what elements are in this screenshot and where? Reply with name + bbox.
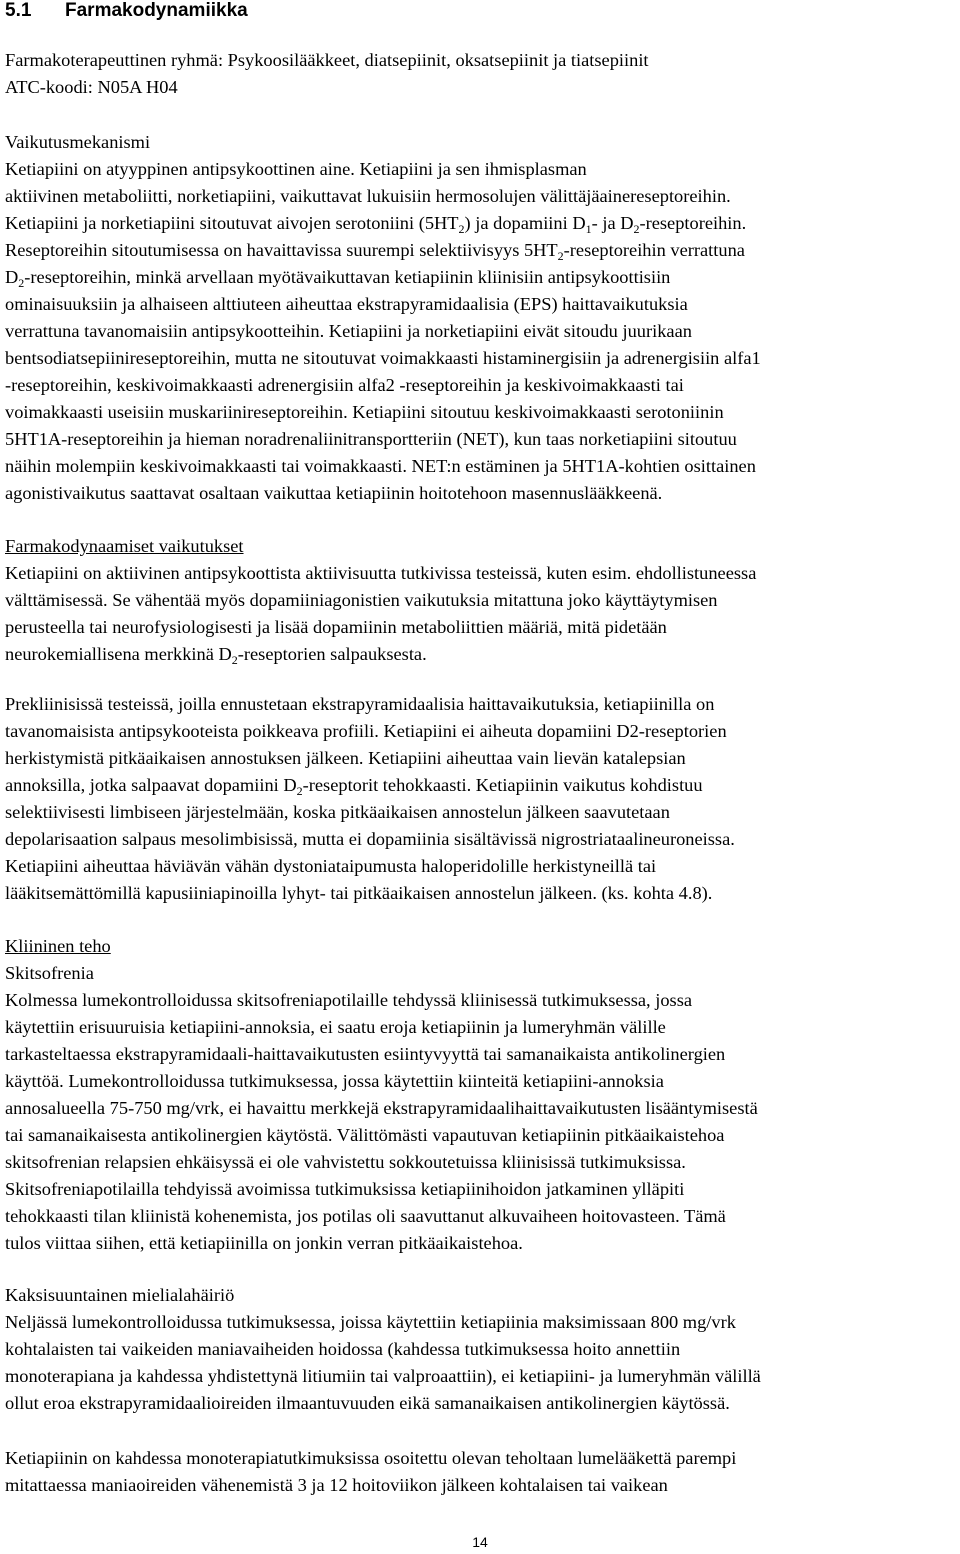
section-heading xyxy=(5,0,248,22)
therapeutic-group: Farmakoterapeuttinen ryhmä: Psykoosilääkkeet, diatsepiinit, oksatsepiinit ja tiatsepiinit xyxy=(5,50,649,70)
preclinical-line: herkistymistä pitkäaikaisen annostuksen jälkeen. Ketiapiini aiheuttaa vain lievän katalepsian xyxy=(5,748,686,768)
preclinical-line: Ketiapiini aiheuttaa häviävän vähän dystoniataipumusta haloperidolille herkistyneillä tai xyxy=(5,856,657,876)
bipolar-line: ollut eroa ekstrapyramidaalioireiden ilmaantuvuuden eikä samanaikaisen antikolinergien käytössä. xyxy=(5,1393,730,1413)
bipolar-line: Ketiapiinin on kahdessa monoterapiatutkimuksissa osoitettu olevan teholtaan lumelääkettä parempi xyxy=(5,1448,737,1468)
pd-effects-block xyxy=(5,533,955,668)
pd-effects-heading: Farmakodynaamiset vaikutukset xyxy=(5,536,244,556)
mechanism-heading: Vaikutusmekanismi xyxy=(5,132,151,152)
schizophrenia-subheading: Skitsofrenia xyxy=(5,963,94,983)
bipolar-block xyxy=(5,1282,955,1417)
pd-effects-line: Ketiapiini on aktiivinen antipsykoottista aktiivisuutta tutkivissa testeissä, kuten esim. ehdollistuneessa xyxy=(5,563,757,583)
mechanism-line: bentsodiatsepiinireseptoreihin, mutta ne sitoutuvat voimakkaasti histaminergisiin ja adrenergisiin alfa1 xyxy=(5,348,761,368)
mechanism-line: $D_2$-reseptoreihin, minkä arvellaan myötävaikuttavan ketiapiinin kliinisiin antipsykoottisiin xyxy=(5,267,671,290)
mechanism-line: aktiivinen metaboliitti, norketiapiini, vaikuttavat lukuisiin hermosolujen välittäjäainereseptoreihin. xyxy=(5,186,731,206)
bipolar-line: kohtalaisten tai vaikeiden maniavaiheiden hoidossa (kahdessa tutkimuksessa hoito annettiin xyxy=(5,1339,681,1359)
bipolar-heading: Kaksisuuntainen mielialahäiriö xyxy=(5,1285,235,1305)
clinical-line: tarkasteltaessa ekstrapyramidaali-haittavaikutusten esiintyvyyttä tai samanaikaista antikolinergien xyxy=(5,1044,726,1064)
clinical-line: skitsofrenian relapsien ehkäisyssä ei ole vahvistettu sokkoutetuissa kliinisissä tutkimuksissa. xyxy=(5,1152,686,1172)
mechanism-line: Reseptoreihin sitoutumisessa on havaittavissa suurempi selektiivisyys $5HT_2$-reseptoreihin verrattuna xyxy=(5,240,745,263)
mechanism-line: -reseptoreihin, keskivoimakkaasti adrenergisiin alfa2 -reseptoreihin ja keskivoimakkaasti tai xyxy=(5,375,684,395)
mechanism-line: Ketiapiini ja norketiapiini sitoutuvat aivojen serotoniini $(5HT_2)$ ja dopamiini $D_1-$ ja $D_2$-reseptoreihin. xyxy=(5,213,747,236)
mechanism-line: voimakkaasti useisiin muskariinireseptoreihin. Ketiapiini sitoutuu keskivoimakkaasti serotoniinin xyxy=(5,402,724,422)
pd-effects-line: perusteella tai neurofysiologisesti ja lisää dopamiinin metaboliittien määriä, mitä pidetään xyxy=(5,617,667,637)
clinical-line: Kolmessa lumekontrolloidussa skitsofreniapotilaille tehdyssä kliinisessä tutkimuksessa, jossa xyxy=(5,990,693,1010)
clinical-line: tulos viittaa siihen, että ketiapiinilla on jonkin verran pitkäaikaistehoa. xyxy=(5,1233,523,1253)
mechanism-line: verrattuna tavanomaisiin antipsykootteihin. Ketiapiini ja norketiapiini eivät sitoudu juurikaan xyxy=(5,321,692,341)
clinical-line: tai samanaikaisesta antikolinergien käytöstä. Välittömästi vapautuvan ketiapiinin pitkäaikaistehoa xyxy=(5,1125,725,1145)
preclinical-line: selektiivisesti limbiseen järjestelmään, koska pitkäaikaisen annostelun jälkeen saavutetaan xyxy=(5,802,670,822)
mechanism-line: Ketiapiini on atyyppinen antipsykoottinen aine. Ketiapiini ja sen ihmisplasman xyxy=(5,159,587,179)
clinical-line: käytettiin erisuuruisia ketiapiini-annoksia, ei saatu eroja ketiapiinin ja lumeryhmän välille xyxy=(5,1017,666,1037)
bipolar-efficacy-block xyxy=(5,1445,955,1499)
mechanism-line: ominaisuuksiin ja alhaiseen alttiuteen aiheuttaa ekstrapyramidaalisia (EPS) haittavaikutuksia xyxy=(5,294,688,314)
preclinical-line: annoksilla, jotka salpaavat dopamiini $D_2$-reseptorit tehokkaasti. Ketiapiinin vaikutus kohdistuu xyxy=(5,775,703,798)
mechanism-line: agonistivaikutus saattavat osaltaan vaikuttaa ketiapiinin hoitotehoon masennuslääkkeenä. xyxy=(5,483,663,503)
preclinical-line: depolarisaation salpaus mesolimbisissä, mutta ei dopamiinia sisältävissä nigrostriataalineuroneissa. xyxy=(5,829,735,849)
section-title: Farmakodynamiikka xyxy=(65,0,248,21)
mechanism-line: näihin molempiin keskivoimakkaasti tai voimakkaasti. NET:n estäminen ja 5HT1A-kohtien osittainen xyxy=(5,456,756,476)
clinical-block xyxy=(5,933,955,1257)
clinical-line: käyttöä. Lumekontrolloidussa tutkimuksessa, jossa käytettiin kiinteitä ketiapiini-annoksia xyxy=(5,1071,664,1091)
pd-effects-line: välttämisessä. Se vähentää myös dopamiiniagonistien vaikutuksia mitattuna joko käyttäytymisen xyxy=(5,590,718,610)
bipolar-line: mitattaessa maniaoireiden vähenemistä 3 ja 12 hoitoviikon jälkeen kohtalaisen tai vaikean xyxy=(5,1475,668,1495)
clinical-line: tehokkaasti tilan kliinistä kohenemista, jos potilas oli saavuttanut alkuvaiheen hoitovasteen. Tämä xyxy=(5,1206,726,1226)
preclinical-line: Prekliinisissä testeissä, joilla ennustetaan ekstrapyramidaalisia haittavaikutuksia, ketiapiinilla on xyxy=(5,694,715,714)
section-number: 5.1 xyxy=(5,0,32,21)
bipolar-line: monoterapiana ja kahdessa yhdistettynä litiumiin tai valproaattiin), ei ketiapiini- ja lumeryhmän välillä xyxy=(5,1366,761,1386)
bipolar-line: Neljässä lumekontrolloidussa tutkimuksessa, joissa käytettiin ketiapiinia maksimissaan 800 mg/vrk xyxy=(5,1312,736,1332)
preclinical-line: lääkitsemättömillä kapusiiniapinoilla lyhyt- tai pitkäaikaisen annostelun jälkeen. (ks. kohta 4.8). xyxy=(5,883,713,903)
preclinical-line: tavanomaisista antipsykooteista poikkeava profiili. Ketiapiini ei aiheuta dopamiini D2-reseptorien xyxy=(5,721,727,741)
mechanism-line: 5HT1A-reseptoreihin ja hieman noradrenaliinitransportteriin (NET), kun taas norketiapiini sitoutuu xyxy=(5,429,737,449)
page-number: 14 xyxy=(472,1534,488,1550)
preclinical-block xyxy=(5,691,955,907)
pd-effects-line: neurokemiallisena merkkinä $D_2$-reseptorien salpauksesta. xyxy=(5,644,427,667)
atc-code: ATC-koodi: N05A H04 xyxy=(5,77,178,97)
clinical-line: Skitsofreniapotilailla tehdyissä avoimissa tutkimuksissa ketiapiinihoidon jatkaminen ylläpiti xyxy=(5,1179,685,1199)
clinical-line: annosalueella 75-750 mg/vrk, ei havaittu merkkejä ekstrapyramidaalihaittavaikutusten lisääntymisestä xyxy=(5,1098,758,1118)
clinical-heading: Kliininen teho xyxy=(5,936,111,956)
mechanism-block xyxy=(5,129,955,507)
intro-block xyxy=(5,47,955,101)
